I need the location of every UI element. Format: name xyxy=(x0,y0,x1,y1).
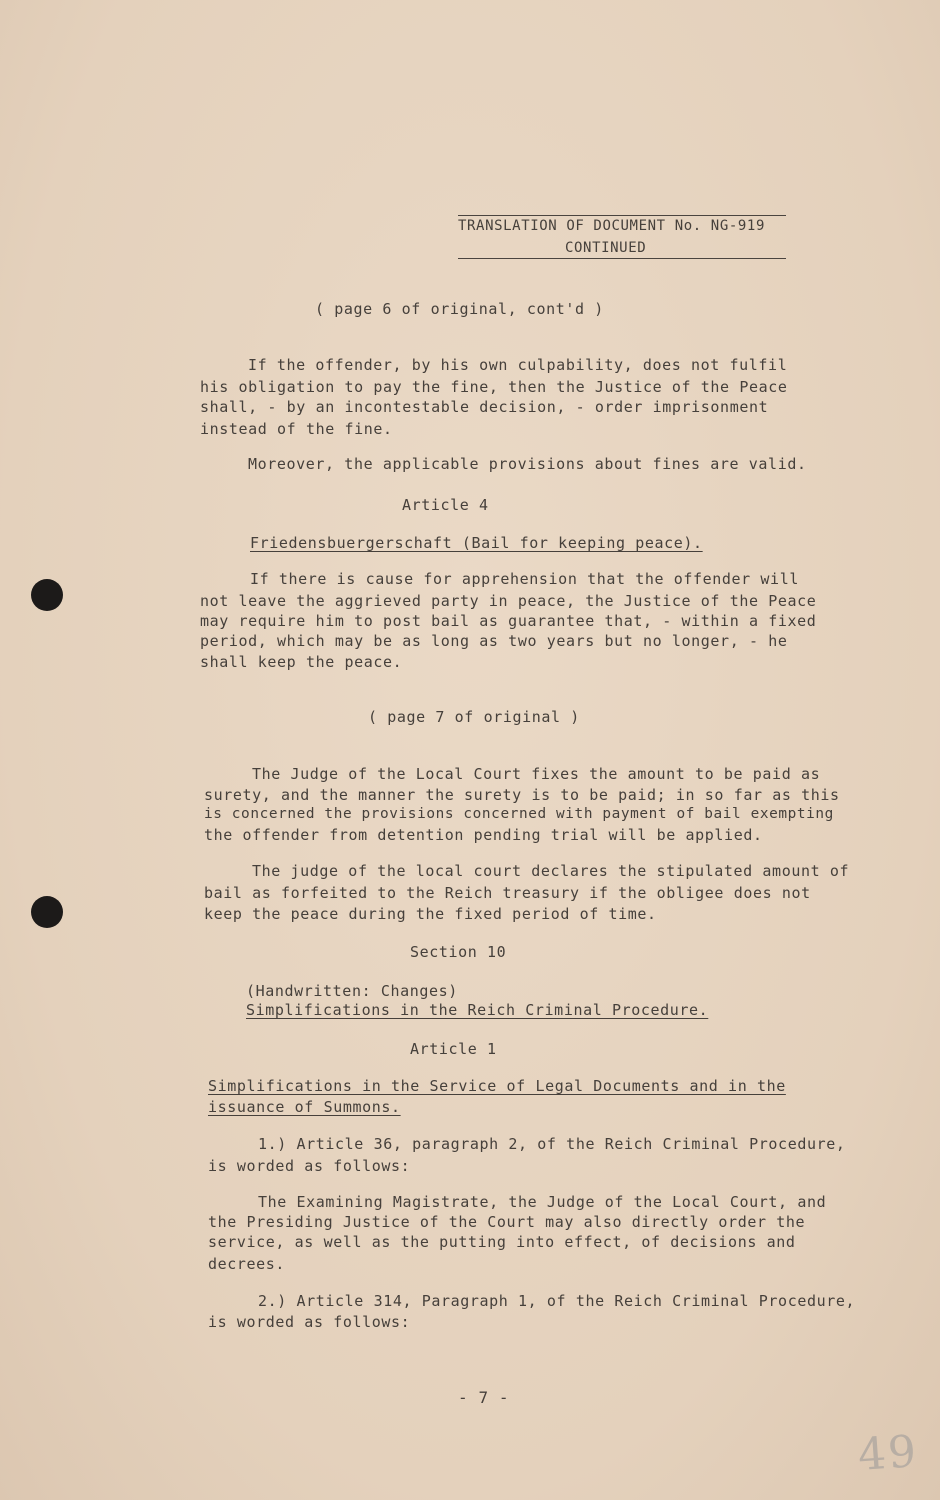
paragraph-line: is worded as follows: xyxy=(208,1157,411,1175)
paragraph-line: service, as well as the putting into effect, of decisions and xyxy=(208,1233,796,1251)
paragraph-line: the Presiding Justice of the Court may also directly order the xyxy=(208,1213,806,1231)
paragraph-line: The judge of the local court declares the stipulated amount of xyxy=(252,862,850,880)
header-rule-top xyxy=(458,215,786,216)
paragraph-line: is worded as follows: xyxy=(208,1313,411,1331)
punch-hole xyxy=(31,896,63,928)
section-heading: Section 10 xyxy=(410,943,507,961)
header-rule-bottom xyxy=(458,258,786,259)
paragraph-line: surety, and the manner the surety is to be paid; in so far as this xyxy=(204,786,840,804)
punch-hole xyxy=(31,579,63,611)
page-number: - 7 - xyxy=(458,1388,510,1407)
paragraph-line: instead of the fine. xyxy=(200,420,393,438)
paragraph-line: 1.) Article 36, paragraph 2, of the Reich Criminal Procedure, xyxy=(258,1135,846,1153)
document-title: TRANSLATION OF DOCUMENT No. NG-919 xyxy=(458,218,765,234)
handwritten-page-mark: 49 xyxy=(856,1425,920,1482)
paragraph-line: shall, - by an incontestable decision, - order imprisonment xyxy=(200,398,769,416)
page-reference-note: ( page 7 of original ) xyxy=(368,708,580,726)
article-subheading: issuance of Summons. xyxy=(208,1098,401,1116)
document-subtitle: CONTINUED xyxy=(565,240,647,256)
paragraph-line: The Examining Magistrate, the Judge of the Local Court, and xyxy=(258,1193,827,1211)
paragraph-line: not leave the aggrieved party in peace, the Justice of the Peace xyxy=(200,592,817,610)
paragraph-line: shall keep the peace. xyxy=(200,653,403,671)
section-subheading: Simplifications in the Reich Criminal Procedure. xyxy=(246,1001,709,1019)
article-subheading: Friedensbuergerschaft (Bail for keeping peace). xyxy=(250,534,703,552)
paragraph-line: is concerned the provisions concerned with payment of bail exempting xyxy=(204,806,834,822)
paragraph-line: The Judge of the Local Court fixes the amount to be paid as xyxy=(252,765,821,783)
paragraph-line: bail as forfeited to the Reich treasury if the obligee does not xyxy=(204,884,811,902)
paragraph-line: If there is cause for apprehension that the offender will xyxy=(250,570,799,588)
article-heading: Article 4 xyxy=(402,496,489,514)
paragraph-line: If the offender, by his own culpability, does not fulfil xyxy=(248,356,788,374)
page-reference-note: ( page 6 of original, cont'd ) xyxy=(315,300,604,318)
paragraph-line: his obligation to pay the fine, then the Justice of the Peace xyxy=(200,378,788,396)
paragraph-line: the offender from detention pending trial will be applied. xyxy=(204,826,763,844)
article-subheading: Simplifications in the Service of Legal Documents and in the xyxy=(208,1077,786,1095)
paragraph-line: keep the peace during the fixed period of time. xyxy=(204,905,657,923)
paragraph-line: 2.) Article 314, Paragraph 1, of the Reich Criminal Procedure, xyxy=(258,1292,856,1310)
paragraph-line: decrees. xyxy=(208,1255,286,1273)
paragraph-line: period, which may be as long as two years but no longer, - he xyxy=(200,632,788,650)
handwritten-annotation: (Handwritten: Changes) xyxy=(246,982,458,1000)
paragraph-line: Moreover, the applicable provisions about fines are valid. xyxy=(248,455,807,473)
article-heading: Article 1 xyxy=(410,1040,497,1058)
paragraph-line: may require him to post bail as guarantee that, - within a fixed xyxy=(200,612,817,630)
